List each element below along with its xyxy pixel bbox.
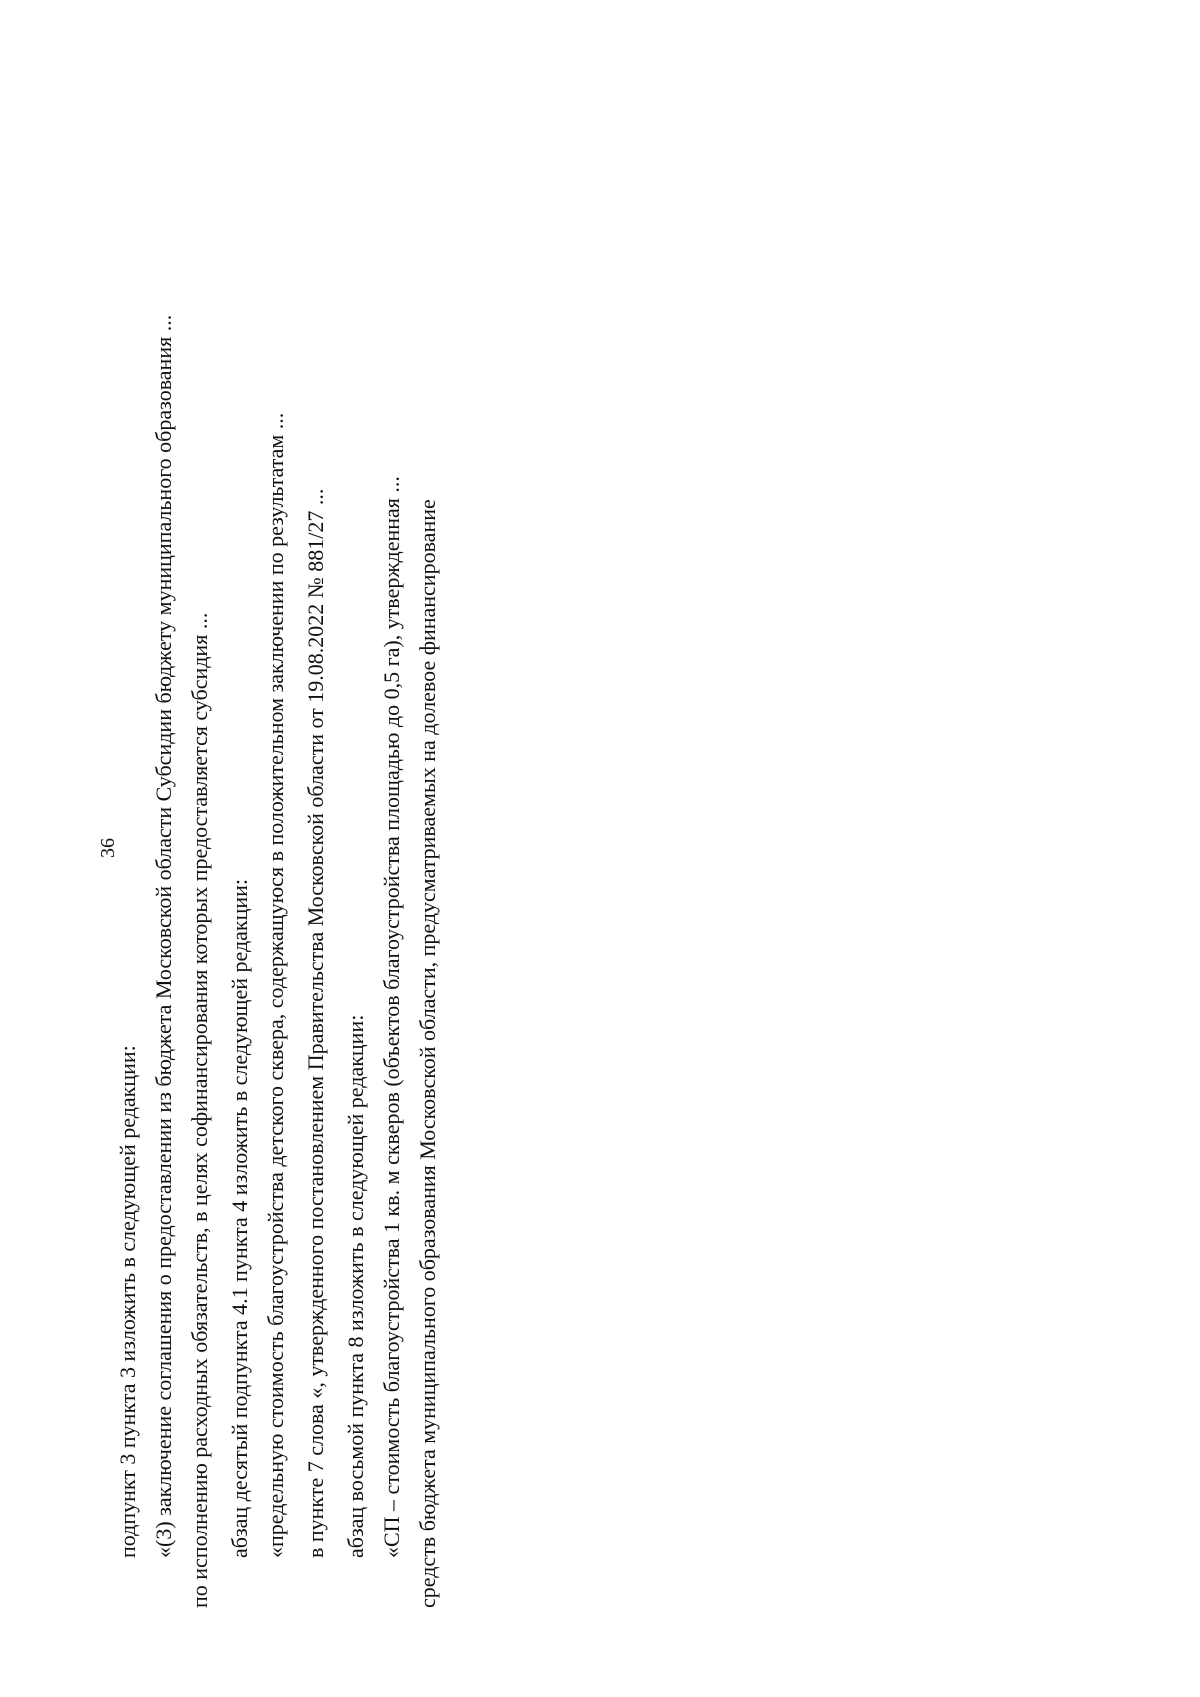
rotated-text-block	[97, 88, 1090, 1608]
footer-line: средств бюджета муниципального образования Московской области, предусматриваемых на долевое финансирование	[415, 499, 440, 1608]
heading-line: подпункт 3 пункта 3 изложить в следующей редакции:	[115, 1045, 140, 1558]
paragraph-4: «предельную стоимость благоустройства детского сквера, содержащуюся в положительном заключении по результатам ...	[263, 412, 288, 1558]
paragraph-1: «(3) заключение соглашения о предоставлении из бюджета Московской области Субсидии бюджету муниципального образования ...	[151, 314, 176, 1558]
page-number: 36	[97, 838, 119, 858]
paragraph-2: по исполнению расходных обязательств, в целях софинансирования которых предоставляется субсидия ...	[187, 612, 212, 1608]
paragraph-5: в пункте 7 слова «, утвержденного постановлением Правительства Московской области от 19.08.2022 № 881/27 ...	[303, 488, 328, 1558]
paragraph-7: «СП – стоимость благоустройства 1 кв. м скверов (объектов благоустройства площадью до 0,5 га), утвержденная ...	[379, 476, 404, 1558]
paragraph-6: абзац восьмой пункта 8 изложить в следующей редакции:	[343, 1014, 368, 1558]
paragraph-3: абзац десятый подпункта 4.1 пункта 4 изложить в следующей редакции:	[227, 878, 252, 1558]
